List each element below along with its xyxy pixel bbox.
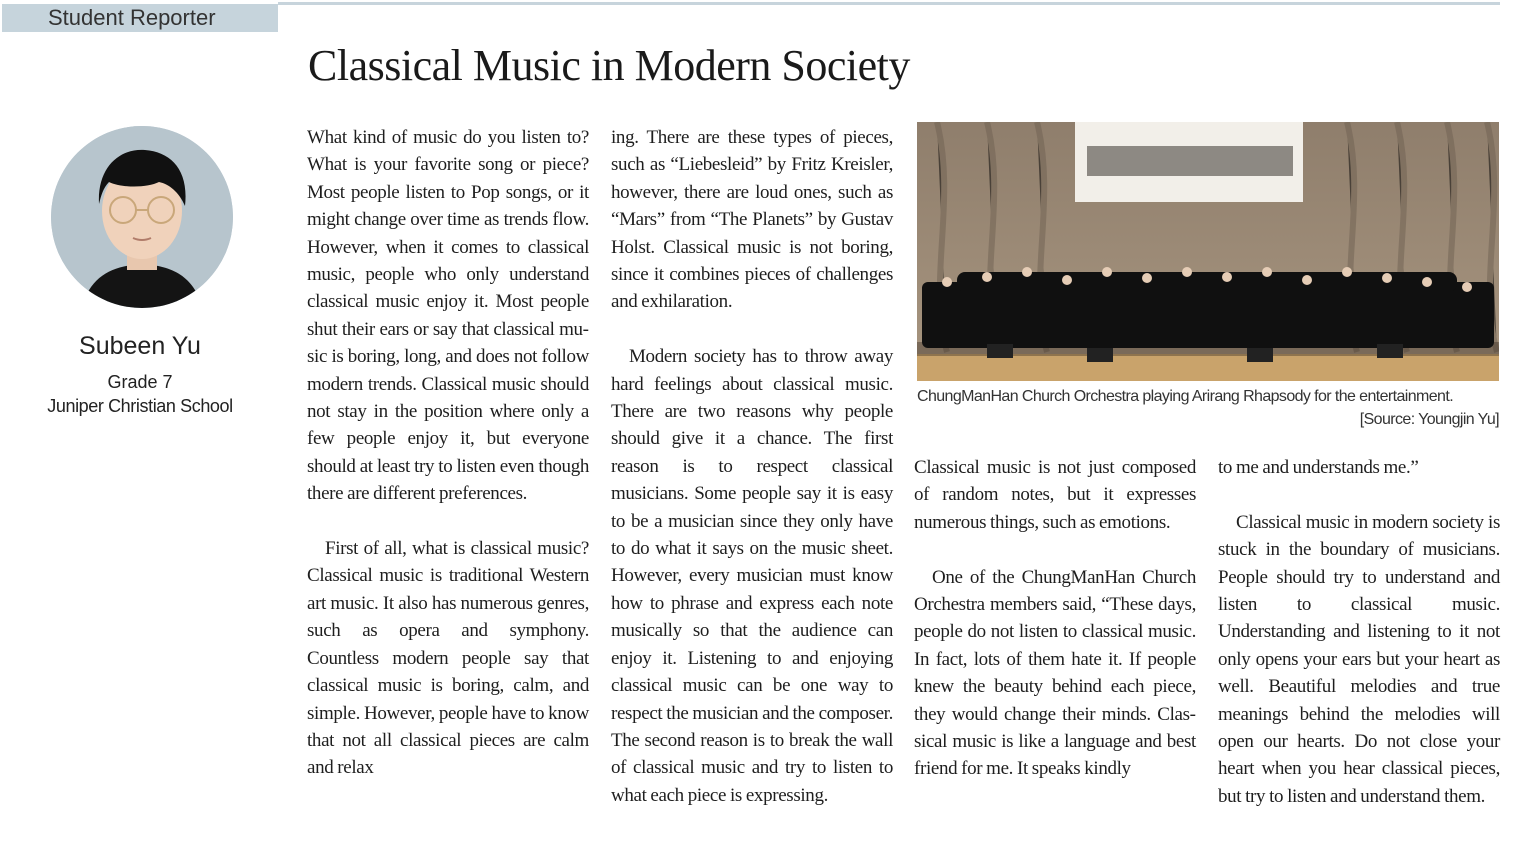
reporter-name: Subeen Yu <box>79 332 201 360</box>
article-title: Classical Music in Modern Society <box>308 41 910 90</box>
paragraph: Modern society has to throw away hard feelings about classical music. There are two reasons why people should give it a chance. The first reason is to respect classical musicians. Some people say it is easy to be a musician since they only have to do what it says on the music sheet. However, every musician must know how to phrase and express each note musically so that the audience can enjoy it. Listening to and enjoying classical music can be one way to respect the musician and the composer. The second reason is to break the wall of classical music and try to listen to what each piece is expressing. <box>611 346 893 806</box>
paragraph: ing. There are these types of pieces, such as “Liebesleid” by Fritz Kreisler, however, there are loud ones, such as “Mars” from “The Planets” by Gustav Holst. Classical music is not boring, since it combines pieces of challenges and exhilaration. <box>611 127 893 313</box>
paragraph: Classical music is not just composed of random notes, but it expresses numerous things, such as emotions. <box>914 457 1196 533</box>
top-rule <box>278 2 1500 5</box>
section-label: Student Reporter <box>2 4 278 32</box>
reporter-school: Juniper Christian School <box>47 396 233 416</box>
concert-hall-image <box>917 122 1499 381</box>
caption-text: ChungManHan Church Orchestra playing Arirang Rhapsody for the entertainment. <box>917 388 1454 405</box>
caption-source: [Source: Youngjin Yu] <box>1359 411 1499 428</box>
article-column-3 <box>914 454 1196 810</box>
paragraph: to me and understands me.” <box>1218 457 1419 478</box>
paragraph: First of all, what is classical music? Classical music is traditional Western art music. It also has numerous genres, such as opera and symphony. Countless modern people say that classical music is boring, calm, and simple. However, people have to know that not all classical pieces are calm and relax <box>307 538 589 779</box>
paragraph: What kind of music do you listen to? What is your favorite song or piece? Most people listen to Pop songs, or it might change over time as trends flow. However, when it comes to classical music, people who only understand classical music enjoy it. Most people shut their ears or say that classical music is boring, long, and does not follow modern trends. Classical music should not stay in the position where only a few people enjoy it, but everyone should at least try to listen even though there are different preferences. <box>307 127 589 505</box>
photo-caption <box>917 385 1499 431</box>
orchestra-photo <box>917 122 1499 381</box>
article-column-1 <box>307 124 589 809</box>
reporter-grade: Grade 7 <box>107 372 173 392</box>
article-column-2 <box>611 124 893 837</box>
paragraph: One of the ChungManHan Church Orchestra members said, “These days, people do not listen to classical music. In fact, lots of them hate it. If people knew the beauty behind each piece, they would change their minds. Classical music is like a language and best friend for me. It speaks kindly <box>914 566 1196 780</box>
portrait-image <box>51 126 233 308</box>
paragraph: Classical music in modern society is stuck in the boundary of musicians. People should try to understand and listen to classical music. Understanding and listening to it not only opens your ears but your heart as well. Beautiful melodies and true meanings behind the melodies will open our hearts. Do not close your heart when you hear classical pieces, but try to listen and understand them. <box>1218 511 1500 807</box>
reporter-photo <box>51 126 233 308</box>
article-column-4 <box>1218 454 1500 838</box>
